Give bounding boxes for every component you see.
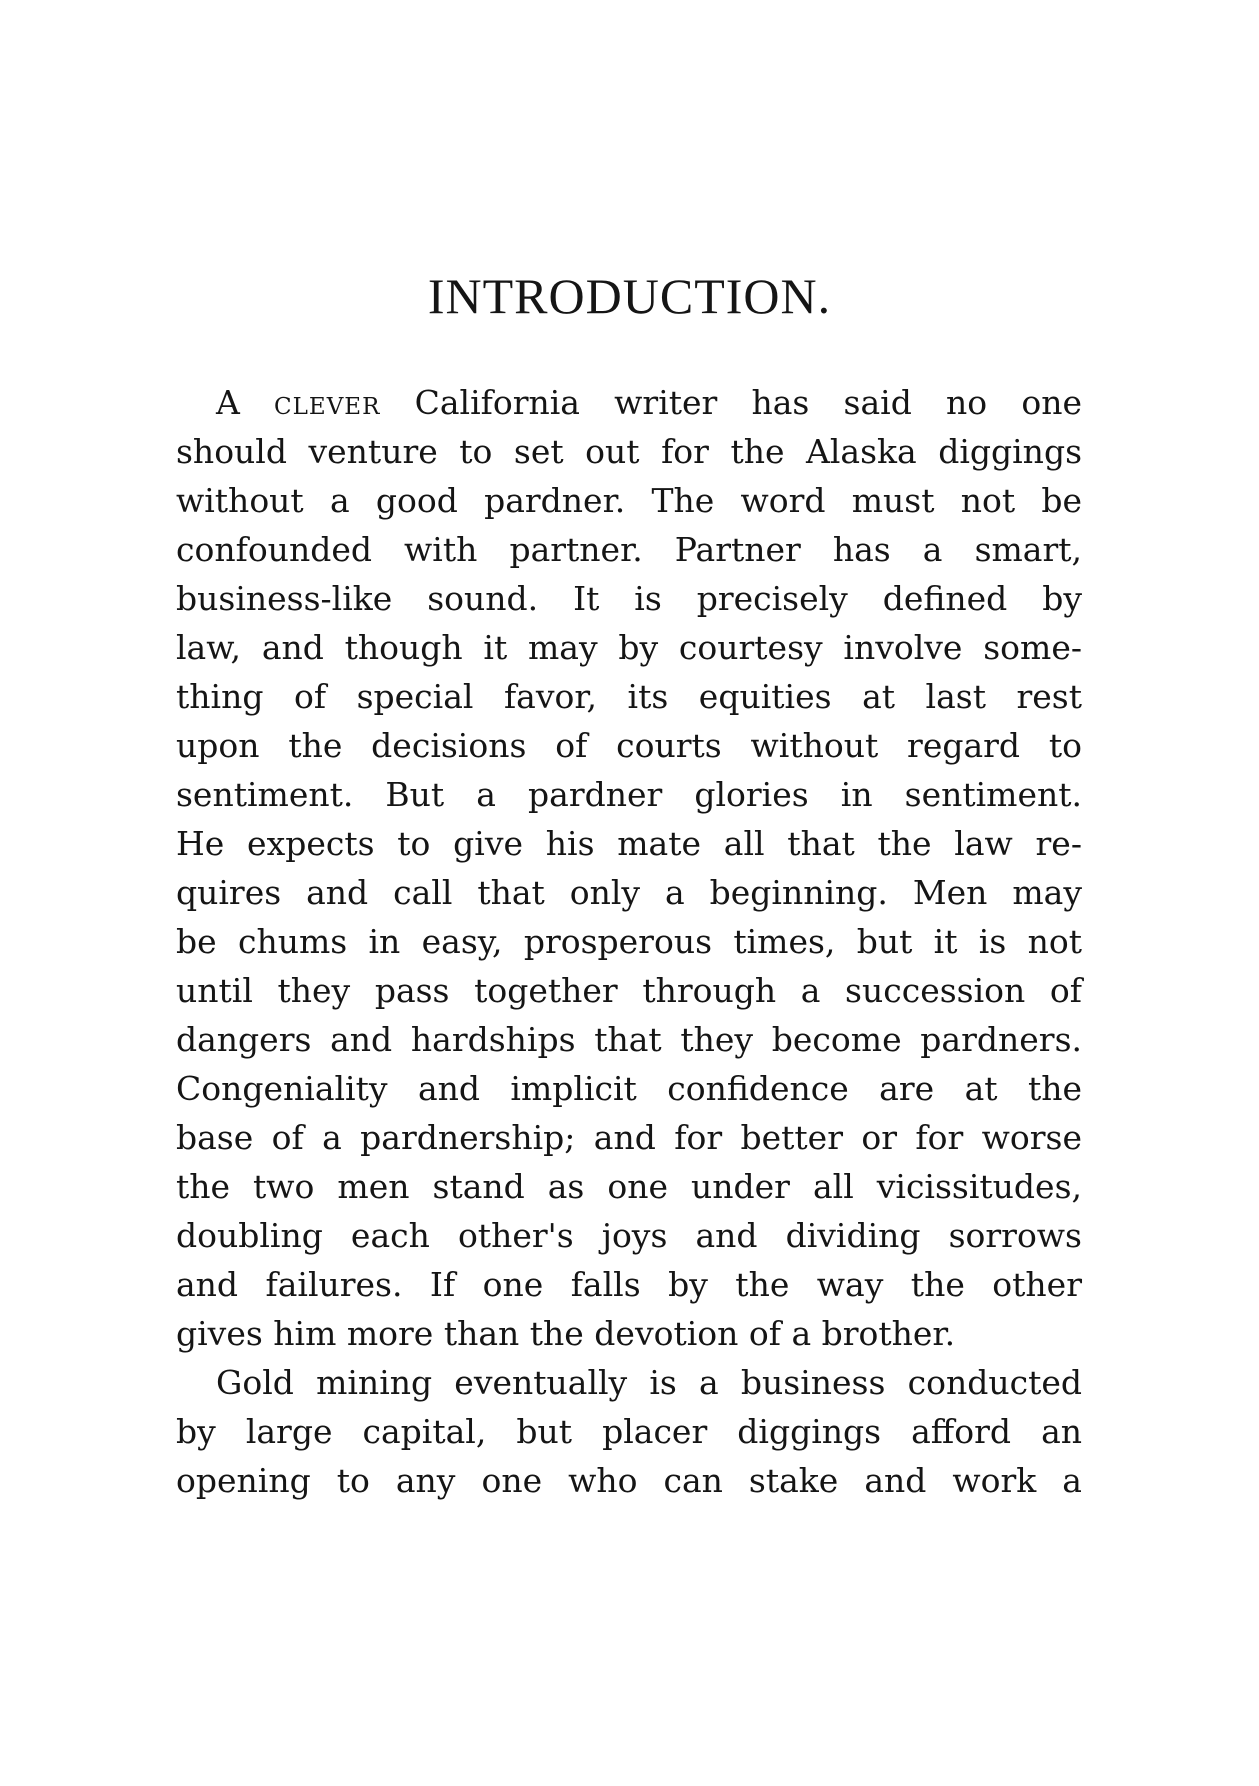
text-line: the two men stand as one under all vicissitudes, <box>176 1167 1082 1206</box>
text-line: gives him more than the devotion of a brother. <box>176 1314 956 1353</box>
text-line: law, and though it may by courtesy involve some- <box>176 628 1082 667</box>
lead-smallcaps-word: clever <box>274 383 381 422</box>
text-line: until they pass together through a succession of <box>176 971 1082 1010</box>
body-text <box>176 378 1082 1505</box>
text-line: and failures. If one falls by the way the other <box>176 1265 1082 1304</box>
text-line: thing of special favor, its equities at last rest <box>176 677 1082 716</box>
paragraph-2-line-1: Gold mining eventually is a business conducted <box>216 1363 1082 1402</box>
text-line: should venture to set out for the Alaska diggings <box>176 432 1082 471</box>
lead-word: A <box>216 383 240 422</box>
chapter-heading: INTRODUCTION. <box>427 268 832 324</box>
text-line: business-like sound. It is precisely defined by <box>176 579 1082 618</box>
text-line: Congeniality and implicit confidence are at the <box>176 1069 1082 1108</box>
text-line: without a good pardner. The word must not be <box>176 481 1082 520</box>
text-line: upon the decisions of courts without regard to <box>176 726 1082 765</box>
text-line: be chums in easy, prosperous times, but it is not <box>176 922 1082 961</box>
text-line: by large capital, but placer diggings afford an <box>176 1412 1082 1451</box>
text-line: confounded with partner. Partner has a smart, <box>176 530 1082 569</box>
text-line: sentiment. But a pardner glories in sentiment. <box>176 775 1082 814</box>
text-line: opening to any one who can stake and work a <box>176 1461 1082 1500</box>
text-line: doubling each other's joys and dividing sorrows <box>176 1216 1082 1255</box>
text-line: base of a pardnership; and for better or for worse <box>176 1118 1082 1157</box>
first-line-rest: California writer has said no one <box>414 383 1082 422</box>
text-line: He expects to give his mate all that the law re- <box>176 824 1082 863</box>
text-line: dangers and hardships that they become pardners. <box>176 1020 1082 1059</box>
paragraph-1-line-1 <box>176 378 1082 427</box>
text-line: quires and call that only a beginning. Men may <box>176 873 1082 912</box>
